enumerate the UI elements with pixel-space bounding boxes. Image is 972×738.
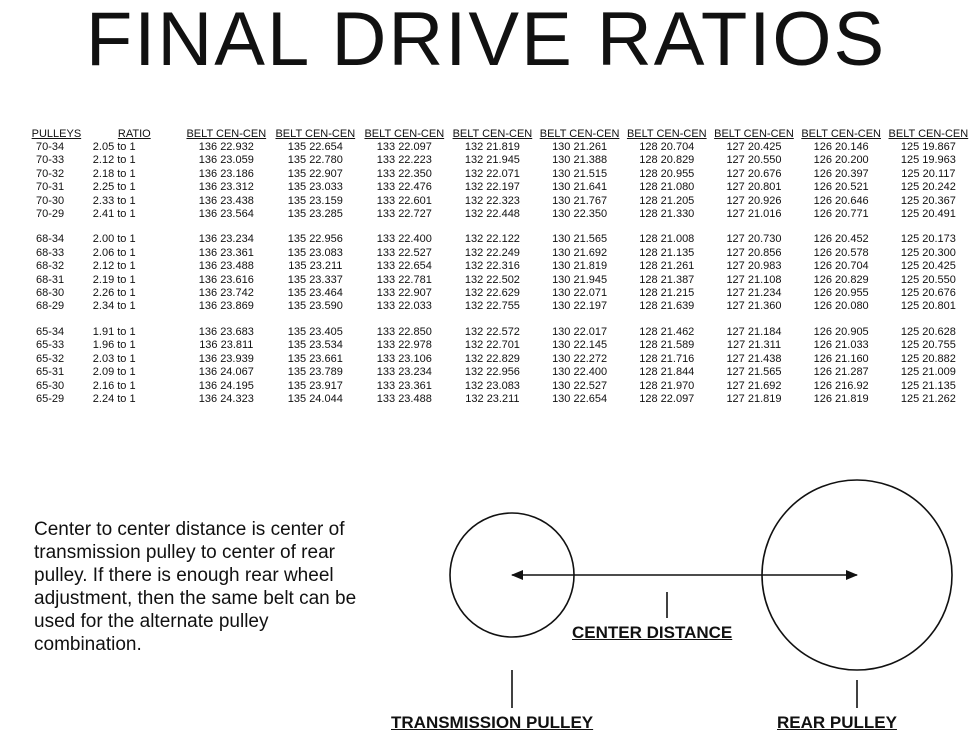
belt-cell: 125 20.425 bbox=[900, 260, 956, 273]
belt-cell: 135 23.159 bbox=[287, 194, 343, 207]
belt-cell: 128 21.008 bbox=[639, 233, 695, 246]
rear-pulley-label: REAR PULLEY bbox=[777, 713, 897, 732]
belt-cell: 135 23.661 bbox=[287, 352, 343, 365]
belt-cell: 127 21.360 bbox=[726, 300, 782, 313]
belt-cell: 128 21.589 bbox=[639, 339, 695, 352]
belt-cell: 135 23.789 bbox=[287, 366, 343, 379]
belt-cell: 125 21.262 bbox=[900, 392, 956, 405]
belt-cell: 130 21.692 bbox=[552, 246, 608, 259]
belt-cell: 135 22.907 bbox=[287, 167, 343, 180]
belt-cell: 126 20.704 bbox=[813, 260, 869, 273]
belt-cell: 135 23.534 bbox=[287, 339, 343, 352]
ratio-cell: 2.05 to 1 bbox=[92, 141, 136, 153]
belt-cell: 133 22.978 bbox=[376, 339, 432, 352]
center-distance-label: CENTER DISTANCE bbox=[572, 623, 733, 642]
belt-cell: 136 23.869 bbox=[198, 300, 254, 313]
belt-cell: 126 20.905 bbox=[813, 325, 869, 338]
belt-cell: 126 21.033 bbox=[813, 339, 869, 352]
belt-cell: 132 22.956 bbox=[464, 366, 520, 379]
belt-cell: 127 21.819 bbox=[726, 392, 782, 405]
belt-cell: 135 22.956 bbox=[287, 233, 343, 246]
belt-cell: 126 20.955 bbox=[813, 287, 869, 300]
pulley-cell: 70-31 bbox=[36, 181, 65, 194]
belt-cell: 135 23.083 bbox=[287, 246, 343, 259]
belt-cell: 136 22.932 bbox=[198, 141, 254, 153]
belt-cell: 130 22.527 bbox=[552, 379, 608, 392]
belt-cell: 127 20.730 bbox=[726, 233, 782, 246]
belt-cell: 133 22.907 bbox=[376, 287, 432, 300]
belt-cell: 127 21.184 bbox=[726, 325, 782, 338]
belt-cell: 132 23.211 bbox=[465, 392, 520, 405]
belt-cell: 132 21.819 bbox=[464, 141, 520, 153]
belt-cell: 135 22.654 bbox=[287, 141, 343, 153]
belt-cell: 132 22.249 bbox=[464, 246, 520, 259]
ratio-cell: 2.09 to 1 bbox=[92, 366, 136, 379]
belt-cell: 130 22.400 bbox=[552, 366, 608, 379]
belt-cell: 136 23.059 bbox=[198, 154, 254, 167]
belt-cell: 128 21.135 bbox=[639, 246, 695, 259]
belt-cell: 125 19.963 bbox=[900, 154, 956, 167]
belt-cell: 125 20.300 bbox=[900, 246, 956, 259]
belt-cell: 133 23.106 bbox=[376, 352, 432, 365]
belt-cell: 133 22.097 bbox=[376, 141, 432, 153]
header-belt-cen-cen: BELT CEN-CEN bbox=[626, 128, 707, 140]
belt-cell: 127 20.926 bbox=[726, 194, 782, 207]
belt-cell: 128 21.844 bbox=[639, 366, 695, 379]
belt-cell: 135 24.044 bbox=[287, 392, 343, 405]
belt-cell: 126 20.829 bbox=[813, 273, 869, 286]
belt-cell: 132 22.629 bbox=[464, 287, 520, 300]
header-belt-cen-cen: BELT CEN-CEN bbox=[714, 128, 794, 140]
belt-cell: 127 21.016 bbox=[726, 208, 782, 221]
header-pulleys: PULLEYS bbox=[31, 128, 82, 140]
header-belt-cen-cen: BELT CEN-CEN bbox=[452, 128, 533, 140]
belt-cell: 136 23.438 bbox=[198, 194, 254, 207]
ratio-cell: 2.33 to 1 bbox=[92, 194, 136, 207]
ratio-cell: 2.16 to 1 bbox=[92, 379, 136, 392]
belt-cell: 128 21.970 bbox=[639, 379, 695, 392]
header-belt-cen-cen: BELT CEN-CEN bbox=[275, 128, 356, 140]
belt-cell: 125 20.628 bbox=[900, 325, 956, 338]
belt-cell: 133 23.488 bbox=[376, 392, 432, 405]
ratio-cell: 2.25 to 1 bbox=[92, 181, 136, 194]
belt-cell: 135 23.464 bbox=[287, 287, 343, 300]
belt-cell: 127 21.565 bbox=[726, 366, 782, 379]
belt-cell: 126 20.397 bbox=[813, 167, 869, 180]
belt-cell: 125 20.242 bbox=[900, 181, 956, 194]
ratio-cell: 2.03 to 1 bbox=[92, 352, 136, 365]
pulley-cell: 68-31 bbox=[36, 273, 65, 286]
belt-cell: 130 22.017 bbox=[552, 325, 608, 338]
belt-cell: 136 23.186 bbox=[198, 167, 254, 180]
belt-cell: 135 23.405 bbox=[287, 325, 343, 338]
belt-cell: 128 22.097 bbox=[639, 392, 695, 405]
belt-cell: 132 22.829 bbox=[464, 352, 520, 365]
ratio-cell: 2.41 to 1 bbox=[92, 208, 136, 221]
belt-cell: 133 22.033 bbox=[376, 300, 432, 313]
belt-cell: 128 21.080 bbox=[639, 181, 695, 194]
belt-cell: 128 21.261 bbox=[639, 260, 695, 273]
pulley-cell: 70-32 bbox=[36, 167, 65, 180]
belt-cell: 130 22.071 bbox=[552, 287, 608, 300]
belt-cell: 133 22.781 bbox=[376, 273, 432, 286]
pulley-cell: 68-29 bbox=[36, 300, 65, 313]
header-belt-cen-cen: BELT CEN-CEN bbox=[186, 128, 267, 140]
pulley-cell: 65-33 bbox=[36, 339, 65, 352]
belt-cell: 128 20.955 bbox=[639, 167, 695, 180]
pulley-cell: 70-33 bbox=[36, 154, 65, 167]
ratio-cell: 2.06 to 1 bbox=[92, 246, 136, 259]
belt-cell: 132 22.316 bbox=[464, 260, 520, 273]
belt-cell: 135 23.285 bbox=[287, 208, 343, 221]
belt-cell: 125 20.491 bbox=[900, 208, 956, 221]
belt-cell: 133 22.223 bbox=[376, 154, 432, 167]
belt-cell: 128 21.462 bbox=[639, 325, 695, 338]
pulley-cell: 65-34 bbox=[36, 325, 65, 338]
belt-cell: 136 24.195 bbox=[198, 379, 254, 392]
belt-cell: 133 22.654 bbox=[376, 260, 432, 273]
belt-cell: 125 20.550 bbox=[900, 273, 956, 286]
belt-cell: 136 23.361 bbox=[198, 246, 254, 259]
belt-cell: 135 23.211 bbox=[288, 260, 343, 273]
header-belt-cen-cen: BELT CEN-CEN bbox=[364, 128, 445, 140]
belt-cell: 135 23.337 bbox=[287, 273, 343, 286]
belt-cell: 125 20.173 bbox=[900, 233, 956, 246]
belt-cell: 130 21.565 bbox=[552, 233, 608, 246]
transmission-pulley-label: TRANSMISSION PULLEY bbox=[391, 713, 594, 732]
pulley-cell: 68-30 bbox=[36, 287, 65, 300]
belt-cell: 125 19.867 bbox=[900, 141, 956, 153]
belt-cell: 126 20.646 bbox=[813, 194, 869, 207]
header-belt-cen-cen: BELT CEN-CEN bbox=[539, 128, 620, 140]
ratio-cell: 2.26 to 1 bbox=[92, 287, 136, 300]
belt-cell: 133 22.350 bbox=[376, 167, 432, 180]
belt-cell: 128 21.330 bbox=[639, 208, 695, 221]
belt-cell: 133 22.476 bbox=[376, 181, 432, 194]
belt-cell: 132 21.945 bbox=[464, 154, 520, 167]
belt-cell: 130 21.515 bbox=[552, 167, 608, 180]
belt-cell: 133 22.727 bbox=[376, 208, 432, 221]
belt-cell: 126 20.146 bbox=[813, 141, 869, 153]
belt-cell: 125 20.676 bbox=[900, 287, 956, 300]
belt-cell: 127 20.425 bbox=[726, 141, 782, 153]
ratio-cell: 2.12 to 1 bbox=[92, 154, 136, 167]
belt-cell: 125 20.117 bbox=[901, 167, 956, 180]
belt-cell: 136 23.683 bbox=[198, 325, 254, 338]
header-belt-cen-cen: BELT CEN-CEN bbox=[888, 128, 969, 140]
belt-cell: 132 22.122 bbox=[464, 233, 520, 246]
belt-cell: 133 22.850 bbox=[376, 325, 432, 338]
belt-cell: 127 21.234 bbox=[726, 287, 782, 300]
belt-cell: 132 22.071 bbox=[464, 167, 520, 180]
belt-cell: 127 21.692 bbox=[726, 379, 782, 392]
belt-cell: 136 23.488 bbox=[198, 260, 254, 273]
belt-cell: 130 22.272 bbox=[552, 352, 608, 365]
belt-cell: 136 23.616 bbox=[198, 273, 254, 286]
explanation-text: Center to center distance is center of transmission pulley to center of rear pulley. If there is enough rear wheel adjustment, then the same belt can be used for the alternate pulley combination. bbox=[34, 519, 357, 655]
ratio-cell: 1.96 to 1 bbox=[92, 339, 136, 352]
belt-cell: 128 21.716 bbox=[639, 352, 695, 365]
belt-cell: 125 20.755 bbox=[900, 339, 956, 352]
belt-cell: 133 22.400 bbox=[376, 233, 432, 246]
belt-cell: 126 21.160 bbox=[813, 352, 869, 365]
pulley-cell: 70-30 bbox=[36, 194, 65, 207]
ratio-cell: 1.91 to 1 bbox=[92, 325, 136, 338]
belt-cell: 126 20.578 bbox=[813, 246, 869, 259]
pulley-cell: 68-33 bbox=[36, 246, 65, 259]
pulley-cell: 65-31 bbox=[36, 366, 65, 379]
belt-cell: 136 23.234 bbox=[198, 233, 254, 246]
belt-cell: 132 22.502 bbox=[464, 273, 520, 286]
belt-cell: 125 20.367 bbox=[900, 194, 956, 207]
belt-cell: 133 23.234 bbox=[376, 366, 432, 379]
belt-cell: 130 21.767 bbox=[552, 194, 608, 207]
belt-cell: 132 22.448 bbox=[464, 208, 520, 221]
belt-cell: 136 23.564 bbox=[198, 208, 254, 221]
pulley-cell: 70-34 bbox=[36, 141, 65, 153]
belt-cell: 127 21.438 bbox=[726, 352, 782, 365]
belt-cell: 130 21.388 bbox=[552, 154, 608, 167]
belt-cell: 133 22.601 bbox=[376, 194, 432, 207]
header-belt-cen-cen: BELT CEN-CEN bbox=[801, 128, 881, 140]
belt-cell: 132 22.197 bbox=[464, 181, 520, 194]
ratio-cell: 2.00 to 1 bbox=[92, 233, 136, 246]
ratio-cell: 2.34 to 1 bbox=[92, 300, 136, 313]
belt-cell: 128 20.829 bbox=[639, 154, 695, 167]
belt-cell: 128 21.205 bbox=[639, 194, 695, 207]
belt-cell: 132 22.701 bbox=[464, 339, 520, 352]
belt-cell: 126 20.771 bbox=[813, 208, 869, 221]
belt-cell: 125 21.135 bbox=[900, 379, 956, 392]
belt-cell: 130 21.945 bbox=[552, 273, 608, 286]
belt-cell: 126 20.200 bbox=[813, 154, 869, 167]
belt-cell: 136 23.742 bbox=[198, 287, 254, 300]
belt-cell: 128 20.704 bbox=[639, 141, 695, 153]
belt-cell: 136 23.312 bbox=[198, 181, 254, 194]
pulley-cell: 68-34 bbox=[36, 233, 65, 246]
ratio-cell: 2.18 to 1 bbox=[92, 167, 136, 180]
belt-cell: 128 21.639 bbox=[639, 300, 695, 313]
belt-cell: 127 20.856 bbox=[726, 246, 782, 259]
belt-cell: 126 21.287 bbox=[813, 366, 869, 379]
belt-cell: 130 21.641 bbox=[552, 181, 608, 194]
belt-cell: 135 22.780 bbox=[287, 154, 343, 167]
belt-cell: 126 20.080 bbox=[813, 300, 869, 313]
belt-cell: 135 23.033 bbox=[287, 181, 343, 194]
belt-cell: 126 21.819 bbox=[813, 392, 869, 405]
belt-cell: 127 20.676 bbox=[726, 167, 782, 180]
belt-cell: 125 20.882 bbox=[900, 352, 956, 365]
belt-cell: 130 22.145 bbox=[552, 339, 608, 352]
belt-cell: 130 21.819 bbox=[552, 260, 608, 273]
ratio-cell: 2.19 to 1 bbox=[92, 273, 136, 286]
page-title: FINAL DRIVE RATIOS bbox=[85, 0, 887, 82]
belt-cell: 135 23.917 bbox=[287, 379, 343, 392]
belt-cell: 136 23.811 bbox=[199, 339, 254, 352]
pulley-cell: 70-29 bbox=[36, 208, 65, 221]
header-ratio: RATIO bbox=[117, 128, 151, 140]
belt-cell: 130 21.261 bbox=[552, 141, 608, 153]
belt-cell: 130 22.350 bbox=[552, 208, 608, 221]
pulley-cell: 65-32 bbox=[36, 352, 65, 365]
ratio-cell: 2.12 to 1 bbox=[92, 260, 136, 273]
belt-cell: 136 24.323 bbox=[198, 392, 254, 405]
pulley-cell: 65-29 bbox=[36, 392, 65, 405]
belt-cell: 127 20.983 bbox=[726, 260, 782, 273]
belt-cell: 126 216.92 bbox=[813, 379, 869, 392]
belt-cell: 127 20.550 bbox=[726, 154, 782, 167]
belt-cell: 133 23.361 bbox=[376, 379, 432, 392]
belt-cell: 130 22.197 bbox=[552, 300, 608, 313]
belt-cell: 132 22.323 bbox=[464, 194, 520, 207]
belt-cell: 135 23.590 bbox=[287, 300, 343, 313]
belt-cell: 136 24.067 bbox=[198, 366, 254, 379]
belt-cell: 127 20.801 bbox=[726, 181, 782, 194]
belt-cell: 132 22.572 bbox=[464, 325, 520, 338]
pulley-cell: 65-30 bbox=[36, 379, 65, 392]
belt-cell: 126 20.521 bbox=[813, 181, 869, 194]
belt-cell: 132 22.755 bbox=[464, 300, 520, 313]
belt-cell: 125 21.009 bbox=[900, 366, 956, 379]
belt-cell: 136 23.939 bbox=[198, 352, 254, 365]
belt-cell: 127 21.311 bbox=[726, 339, 782, 352]
belt-cell: 130 22.654 bbox=[552, 392, 608, 405]
belt-cell: 133 22.527 bbox=[376, 246, 432, 259]
pulley-cell: 68-32 bbox=[36, 260, 65, 273]
belt-cell: 128 21.387 bbox=[639, 273, 695, 286]
belt-cell: 126 20.452 bbox=[813, 233, 869, 246]
belt-cell: 127 21.108 bbox=[726, 273, 782, 286]
ratio-cell: 2.24 to 1 bbox=[92, 392, 136, 405]
belt-cell: 125 20.801 bbox=[900, 300, 956, 313]
belt-cell: 132 23.083 bbox=[464, 379, 520, 392]
belt-cell: 128 21.215 bbox=[639, 287, 695, 300]
